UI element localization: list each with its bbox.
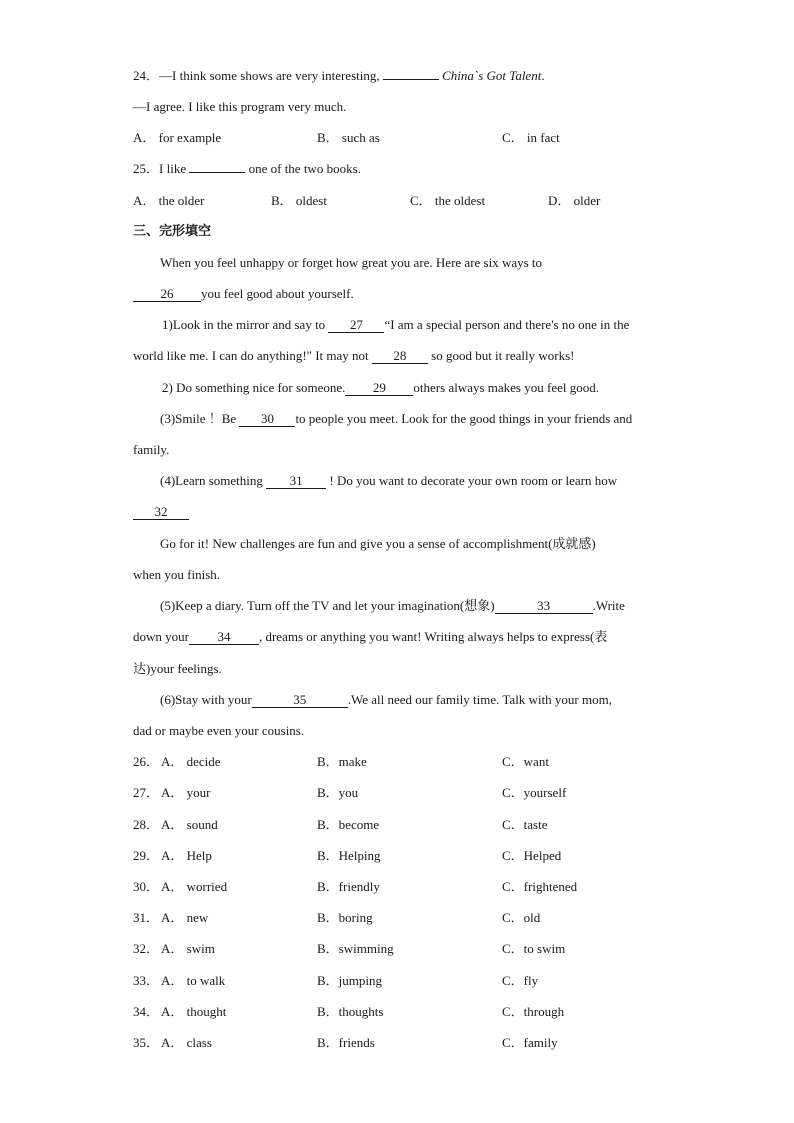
q25-option-d[interactable]: D． older: [548, 193, 601, 208]
blank-33[interactable]: 33: [495, 599, 593, 614]
choice-a[interactable]: A． your: [161, 785, 211, 800]
choice-b[interactable]: B．boring: [317, 910, 373, 925]
passage-line: (4)Learn something 31 ! Do you want to decorate your own room or learn how: [160, 473, 618, 488]
choice-c[interactable]: C．want: [502, 754, 549, 769]
passage-line: dad or maybe even your cousins.: [133, 723, 305, 738]
passage-line: world like me. I can do anything!" It may not 28 so good but it really works!: [133, 348, 575, 363]
choice-number: 30．: [133, 879, 160, 894]
answer-blank[interactable]: [189, 172, 245, 173]
blank-26[interactable]: 26: [133, 287, 201, 302]
blank-30[interactable]: 30: [239, 412, 295, 427]
blank-35[interactable]: 35: [252, 693, 348, 708]
blank-32[interactable]: 32: [133, 505, 189, 520]
choice-a[interactable]: A． thought: [161, 1004, 227, 1019]
passage-line: 2) Do something nice for someone. 29 others always makes you feel good.: [162, 380, 599, 395]
blank-34[interactable]: 34: [189, 630, 259, 645]
choice-b[interactable]: B．friendly: [317, 879, 380, 894]
choice-b[interactable]: B．become: [317, 817, 380, 832]
show-title: China`s Got Talent: [442, 68, 542, 83]
choice-b[interactable]: B．Helping: [317, 848, 381, 863]
choice-number: 31．: [133, 910, 160, 925]
q24-option-c[interactable]: C． in fact: [502, 130, 560, 145]
choice-b[interactable]: B．thoughts: [317, 1004, 384, 1019]
choice-number: 28．: [133, 817, 160, 832]
q24-option-b[interactable]: B． such as: [317, 130, 380, 145]
passage-line: 1)Look in the mirror and say to 27 “I am a special person and there's no one in the: [162, 317, 630, 332]
passage-line: when you finish.: [133, 567, 221, 582]
choice-c[interactable]: C．Helped: [502, 848, 562, 863]
choice-a[interactable]: A． swim: [161, 941, 215, 956]
blank-28[interactable]: 28: [372, 349, 428, 364]
choice-b[interactable]: B．make: [317, 754, 367, 769]
q25-option-a[interactable]: A． the older: [133, 193, 205, 208]
choice-number: 35．: [133, 1035, 160, 1050]
choice-c[interactable]: C．old: [502, 910, 541, 925]
passage-line: When you feel unhappy or forget how great you are. Here are six ways to: [160, 255, 543, 270]
question-number: 24．: [133, 68, 160, 83]
choice-c[interactable]: C．through: [502, 1004, 565, 1019]
passage-line: 达)your feelings.: [133, 661, 222, 676]
passage-line: 26 you feel good about yourself.: [133, 285, 354, 303]
passage-line: down your 34 , dreams or anything you want! Writing always helps to express(表: [133, 629, 608, 644]
choice-c[interactable]: C．family: [502, 1035, 558, 1050]
choice-a[interactable]: A． decide: [161, 754, 221, 769]
choice-c[interactable]: C．frightened: [502, 879, 578, 894]
q24-option-a[interactable]: A． for example: [133, 130, 222, 145]
choice-b[interactable]: B．swimming: [317, 941, 394, 956]
q25-option-c[interactable]: C． the oldest: [410, 193, 486, 208]
passage-line: (6)Stay with your 35 .We all need our family time. Talk with your mom,: [160, 692, 612, 707]
choice-c[interactable]: C．yourself: [502, 785, 567, 800]
choice-number: 27．: [133, 785, 160, 800]
blank-31[interactable]: 31: [266, 474, 326, 489]
passage-line: family.: [133, 442, 170, 457]
choice-a[interactable]: A． class: [161, 1035, 212, 1050]
choice-a[interactable]: A． sound: [161, 817, 218, 832]
choice-number: 33．: [133, 973, 160, 988]
passage-line: Go for it! New challenges are fun and give you a sense of accomplishment(成就感): [160, 536, 596, 551]
choice-number: 34．: [133, 1004, 160, 1019]
blank-27[interactable]: 27: [328, 318, 384, 333]
section-heading-cloze: 三、完形填空: [133, 224, 212, 239]
question-24-reply: —I agree. I like this program very much.: [133, 99, 347, 114]
question-24-stem: 24．—I think some shows are very interesting, China`s Got Talent.: [133, 68, 545, 83]
choice-b[interactable]: B．you: [317, 785, 359, 800]
passage-line: (5)Keep a diary. Turn off the TV and let your imagination(想象) 33 .Write: [160, 598, 625, 613]
choice-number: 32．: [133, 941, 160, 956]
choice-number: 29．: [133, 848, 160, 863]
choice-c[interactable]: C．fly: [502, 973, 539, 988]
answer-blank[interactable]: [383, 79, 439, 80]
choice-a[interactable]: A． to walk: [161, 973, 226, 988]
blank-29[interactable]: 29: [345, 381, 413, 396]
passage-line: (3)Smile ！Be 30 to people you meet. Look for the good things in your friends and: [160, 411, 633, 426]
choice-a[interactable]: A． new: [161, 910, 209, 925]
question-25-stem: 25．I like one of the two books.: [133, 161, 361, 176]
choice-c[interactable]: C．taste: [502, 817, 548, 832]
choice-b[interactable]: B．jumping: [317, 973, 383, 988]
choice-c[interactable]: C．to swim: [502, 941, 566, 956]
question-number: 25．: [133, 161, 160, 176]
q25-option-b[interactable]: B． oldest: [271, 193, 327, 208]
passage-line: [133, 503, 189, 521]
choice-number: 26．: [133, 754, 160, 769]
choice-b[interactable]: B．friends: [317, 1035, 375, 1050]
choice-a[interactable]: A． Help: [161, 848, 212, 863]
choice-a[interactable]: A． worried: [161, 879, 228, 894]
